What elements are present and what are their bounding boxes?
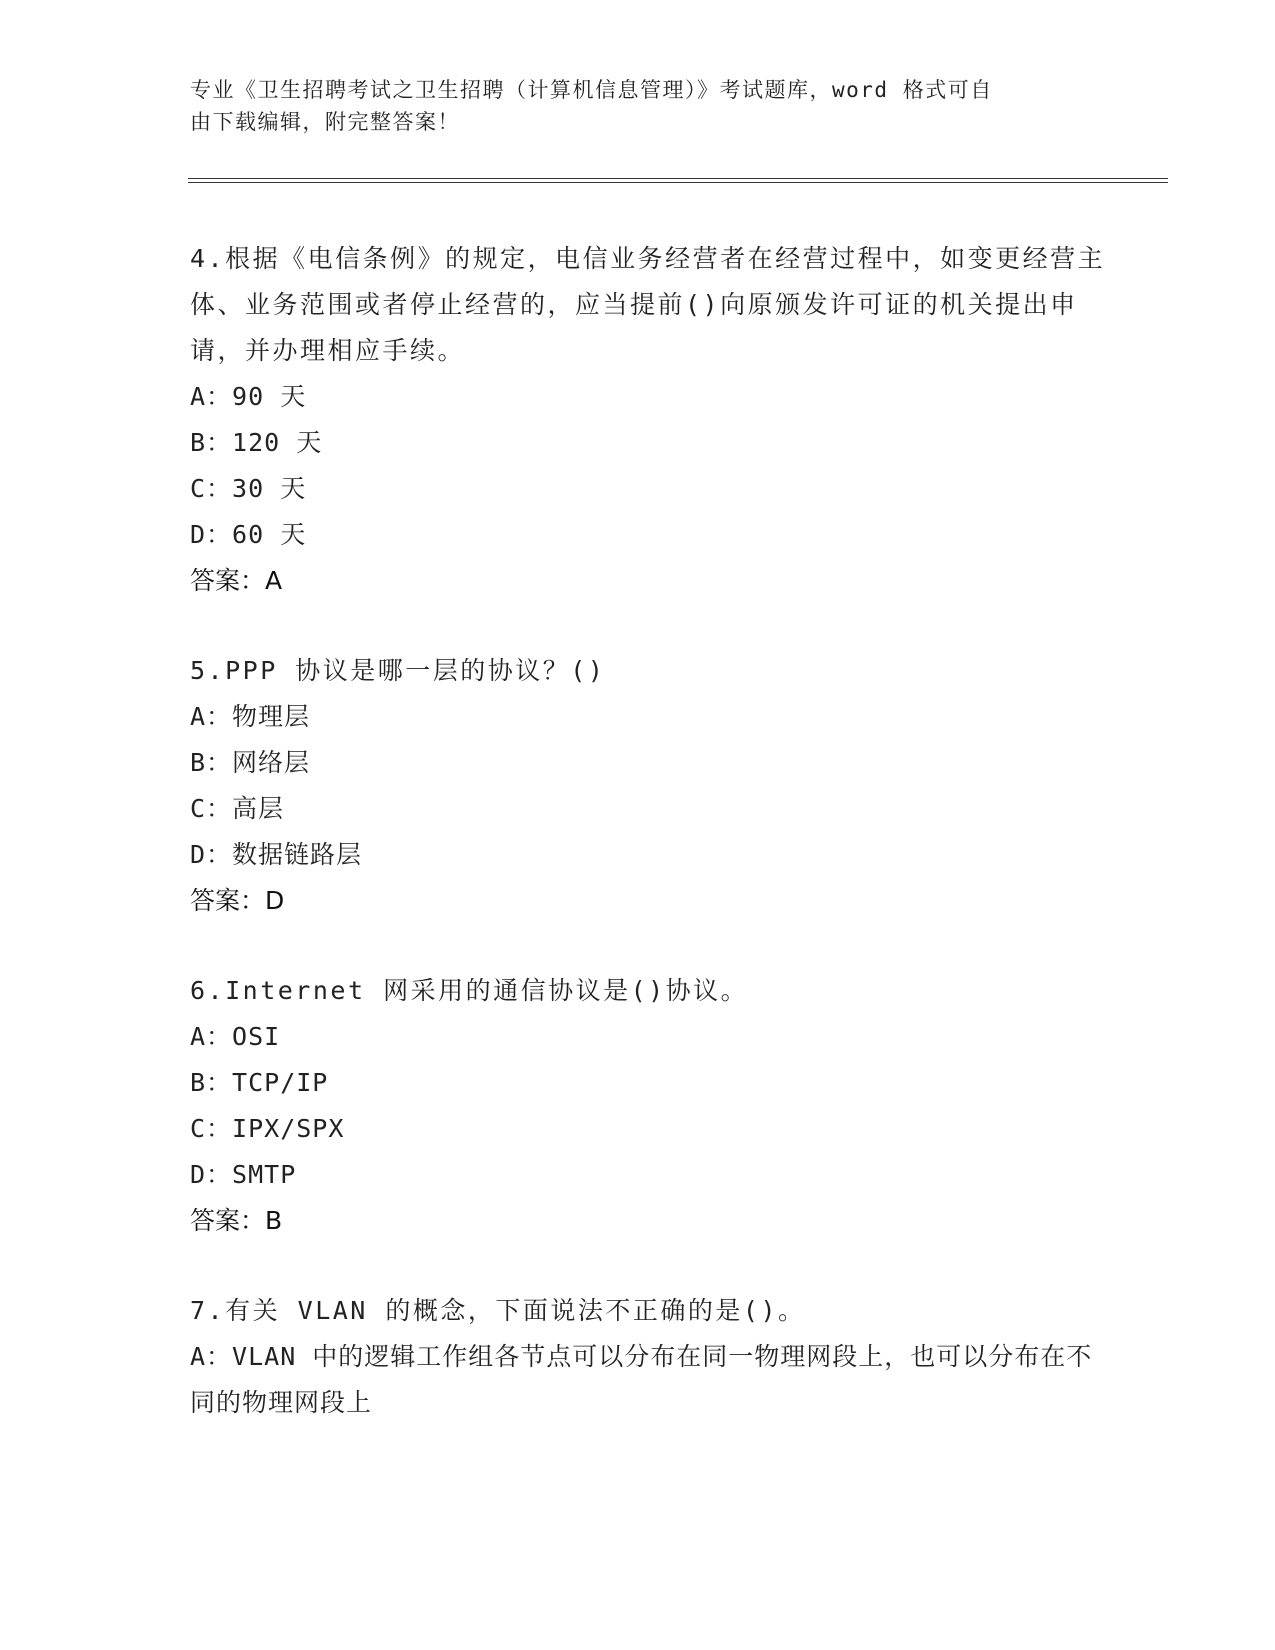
option-a: A：90 天 — [190, 382, 307, 411]
answer-line: 答案：B — [190, 1206, 283, 1235]
question-text: 5.PPP 协议是哪一层的协议？() — [190, 656, 606, 685]
option-c: C：IPX/SPX — [190, 1114, 345, 1143]
question-list — [190, 236, 1110, 1470]
option-c: C：30 天 — [190, 474, 307, 503]
option-a: A：OSI — [190, 1022, 281, 1051]
question-6 — [190, 968, 1110, 1244]
question-text: 7.有关 VLAN 的概念，下面说法不正确的是()。 — [190, 1296, 806, 1325]
option-b: B：TCP/IP — [190, 1068, 329, 1097]
document-header — [190, 74, 1090, 138]
header-line-2: 由下载编辑，附完整答案！ — [190, 110, 460, 134]
answer-line: 答案：A — [190, 566, 283, 595]
option-d: D：数据链路层 — [190, 840, 363, 869]
option-b: B：120 天 — [190, 428, 323, 457]
option-c: C：高层 — [190, 794, 285, 823]
question-text: 4.根据《电信条例》的规定，电信业务经营者在经营过程中，如变更经营主体、业务范围或者停止经营的，应当提前()向原颁发许可证的机关提出申请，并办理相应手续。 — [190, 244, 1106, 365]
option-a: A：物理层 — [190, 702, 311, 731]
question-5 — [190, 648, 1110, 924]
answer-line: 答案：D — [190, 886, 285, 915]
question-7 — [190, 1288, 1110, 1426]
option-b: B：网络层 — [190, 748, 311, 777]
option-a: A：VLAN 中的逻辑工作组各节点可以分布在同一物理网段上，也可以分布在不同的物理网段上 — [190, 1342, 1093, 1417]
header-line-1: 专业《卫生招聘考试之卫生招聘（计算机信息管理）》考试题库，word 格式可自 — [190, 78, 993, 102]
option-d: D：60 天 — [190, 520, 307, 549]
header-divider — [188, 178, 1168, 183]
option-d: D：SMTP — [190, 1160, 297, 1189]
question-text: 6.Internet 网采用的通信协议是()协议。 — [190, 976, 749, 1005]
question-4 — [190, 236, 1110, 604]
